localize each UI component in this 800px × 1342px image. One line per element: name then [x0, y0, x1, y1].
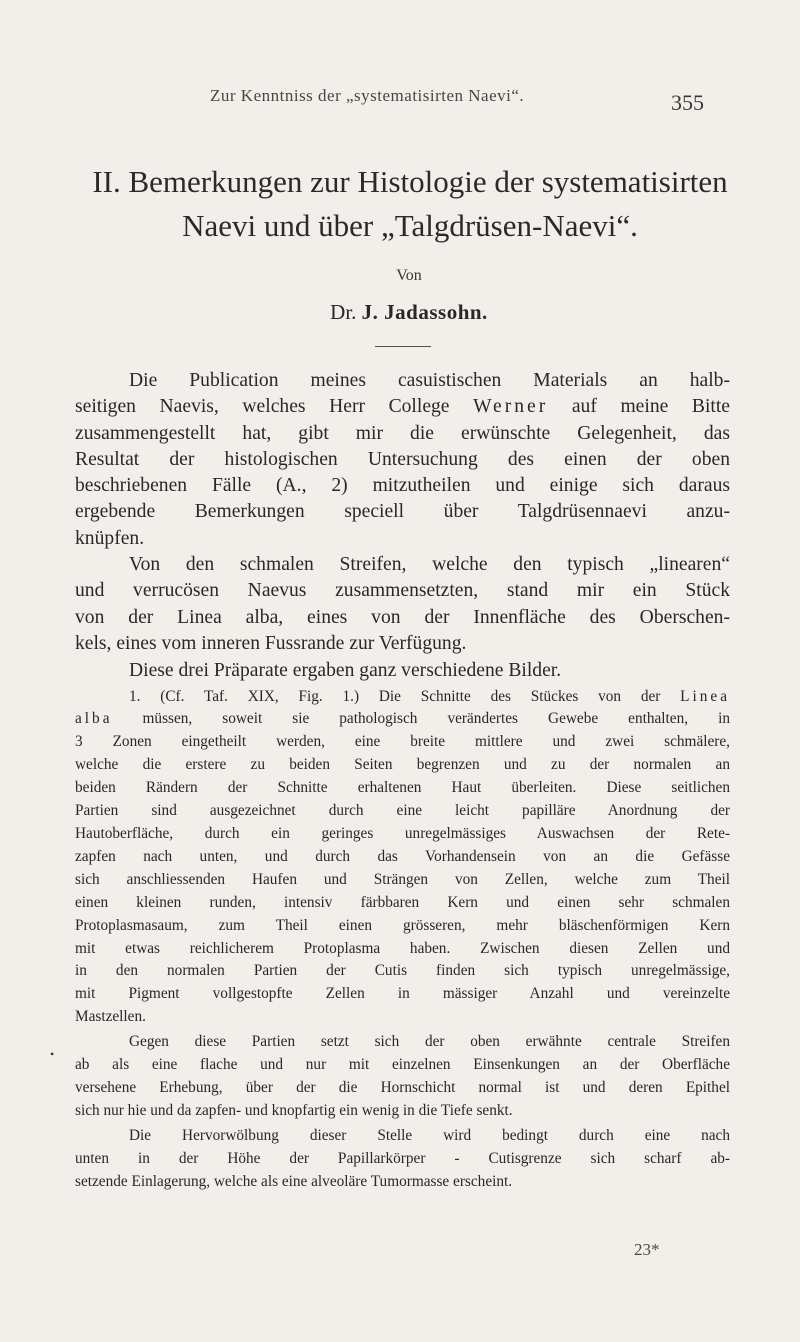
text-line: zapfen nach unten, und durch das Vorhandensein von an die Gefässe [75, 847, 730, 865]
running-header: Zur Kenntniss der „systematisirten Naevi“. [210, 86, 525, 105]
paragraph-1 [75, 368, 730, 552]
text-line: zusammengestellt hat, gibt mir die erwünschte Gelegenheit, das [75, 422, 730, 444]
text-line: sich anschliessenden Haufen und Strängen von Zellen, welche zum Theil [75, 870, 730, 888]
title-line-2: Naevi und über „Talgdrüsen-Naevi“. [182, 208, 638, 243]
paragraph-3 [75, 658, 730, 684]
title-line-1: II. Bemerkungen zur Histologie der systematisirten [92, 164, 728, 199]
text-line: setzende Einlagerung, welche als eine alveoläre Tumormasse erscheint. [75, 1172, 513, 1190]
text-line: Die Hervorwölbung dieser Stelle wird bedingt durch eine nach [129, 1126, 730, 1144]
text-line: Gegen diese Partien setzt sich der oben erwähnte centrale Streifen [129, 1033, 730, 1051]
paragraph-4 [75, 686, 730, 1030]
text-line: beschriebenen Fälle (A., 2) mitzutheilen und einige sich daraus [75, 475, 730, 497]
text-line: kels, eines vom inneren Fussrande zur Verfügung. [75, 632, 467, 654]
page-number: 355 [671, 90, 704, 115]
text-line: mit Pigment vollgestopfte Zellen in mässiger Anzahl und vereinzelte [75, 985, 730, 1003]
text-line: Von den schmalen Streifen, welche den typisch „linearen“ [129, 554, 730, 576]
text-line: Die Publication meines casuistischen Materials an halb- [129, 370, 730, 391]
text-line: in den normalen Partien der Cutis finden sich typisch unregelmässige, [75, 962, 730, 980]
text-line: versehene Erhebung, über der die Hornschicht normal ist und deren Epithel [75, 1078, 730, 1096]
text-line: welche die erstere zu beiden Seiten begrenzen und zu der normalen an [75, 756, 730, 774]
text-line: 1. (Cf. Taf. XIX, Fig. 1.) Die Schnitte des Stückes von der Linea [129, 687, 730, 705]
text-line: seitigen Naevis, welches Herr College Werner auf meine Bitte [75, 396, 730, 418]
paragraph-6 [75, 1125, 730, 1194]
text-line: unten in der Höhe der Papillarkörper - Cutisgrenze sich scharf ab- [75, 1149, 730, 1167]
author-prefix: Dr. [330, 300, 357, 324]
text-line: sich nur hie und da zapfen- und knopfartig ein wenig in die Tiefe senkt. [75, 1101, 513, 1119]
text-line: alba müssen, soweit sie pathologisch verändertes Gewebe enthalten, in [75, 710, 730, 728]
byline-von: Von [396, 267, 422, 284]
text-line: knüpfen. [75, 527, 145, 549]
byline-author [0, 300, 800, 325]
text-line: Diese drei Präparate ergaben ganz verschiedene Bilder. [129, 660, 562, 682]
text-line: und verrucösen Naevus zusammensetzten, stand mir ein Stück [75, 580, 730, 602]
text-line: mit etwas reichlicherem Protoplasma haben. Zwischen diesen Zellen und [75, 939, 730, 957]
text-line: einen kleinen runden, intensiv färbbaren Kern und einen sehr schmalen [75, 893, 730, 911]
text-line: Hautoberfläche, durch ein geringes unregelmässiges Auswachsen der Rete- [75, 825, 730, 842]
text-line: beiden Rändern der Schnitte erhaltenen Haut überleiten. Diese seitlichen [75, 779, 730, 797]
signature-mark: 23* [634, 1240, 660, 1259]
text-line: Protoplasmasaum, zum Theil einen grösseren, mehr bläschenförmigen Kern [75, 916, 730, 934]
paragraph-5 [75, 1031, 730, 1123]
text-line: 3 Zonen eingetheilt werden, eine breite mittlere und zwei schmälere, [75, 733, 730, 751]
separator-rule [375, 346, 431, 347]
text-line: ab als eine flache und nur mit einzelnen Einsenkungen an der Oberfläche [75, 1056, 730, 1074]
text-line: Partien sind ausgezeichnet durch eine leicht papilläre Anordnung der [75, 802, 730, 820]
text-line: Mastzellen. [75, 1008, 146, 1026]
article-title [60, 160, 760, 248]
paragraph-2 [75, 552, 730, 657]
text-line: ergebende Bemerkungen speciell über Talgdrüsennaevi anzu- [75, 501, 730, 523]
author-name: J. Jadassohn. [361, 300, 488, 324]
text-line: Resultat der histologischen Untersuchung des einen der oben [75, 448, 730, 470]
margin-mark: • [50, 1047, 55, 1061]
text-line: von der Linea alba, eines von der Innenfläche des Oberschen- [75, 606, 730, 628]
body-text [75, 368, 730, 1194]
